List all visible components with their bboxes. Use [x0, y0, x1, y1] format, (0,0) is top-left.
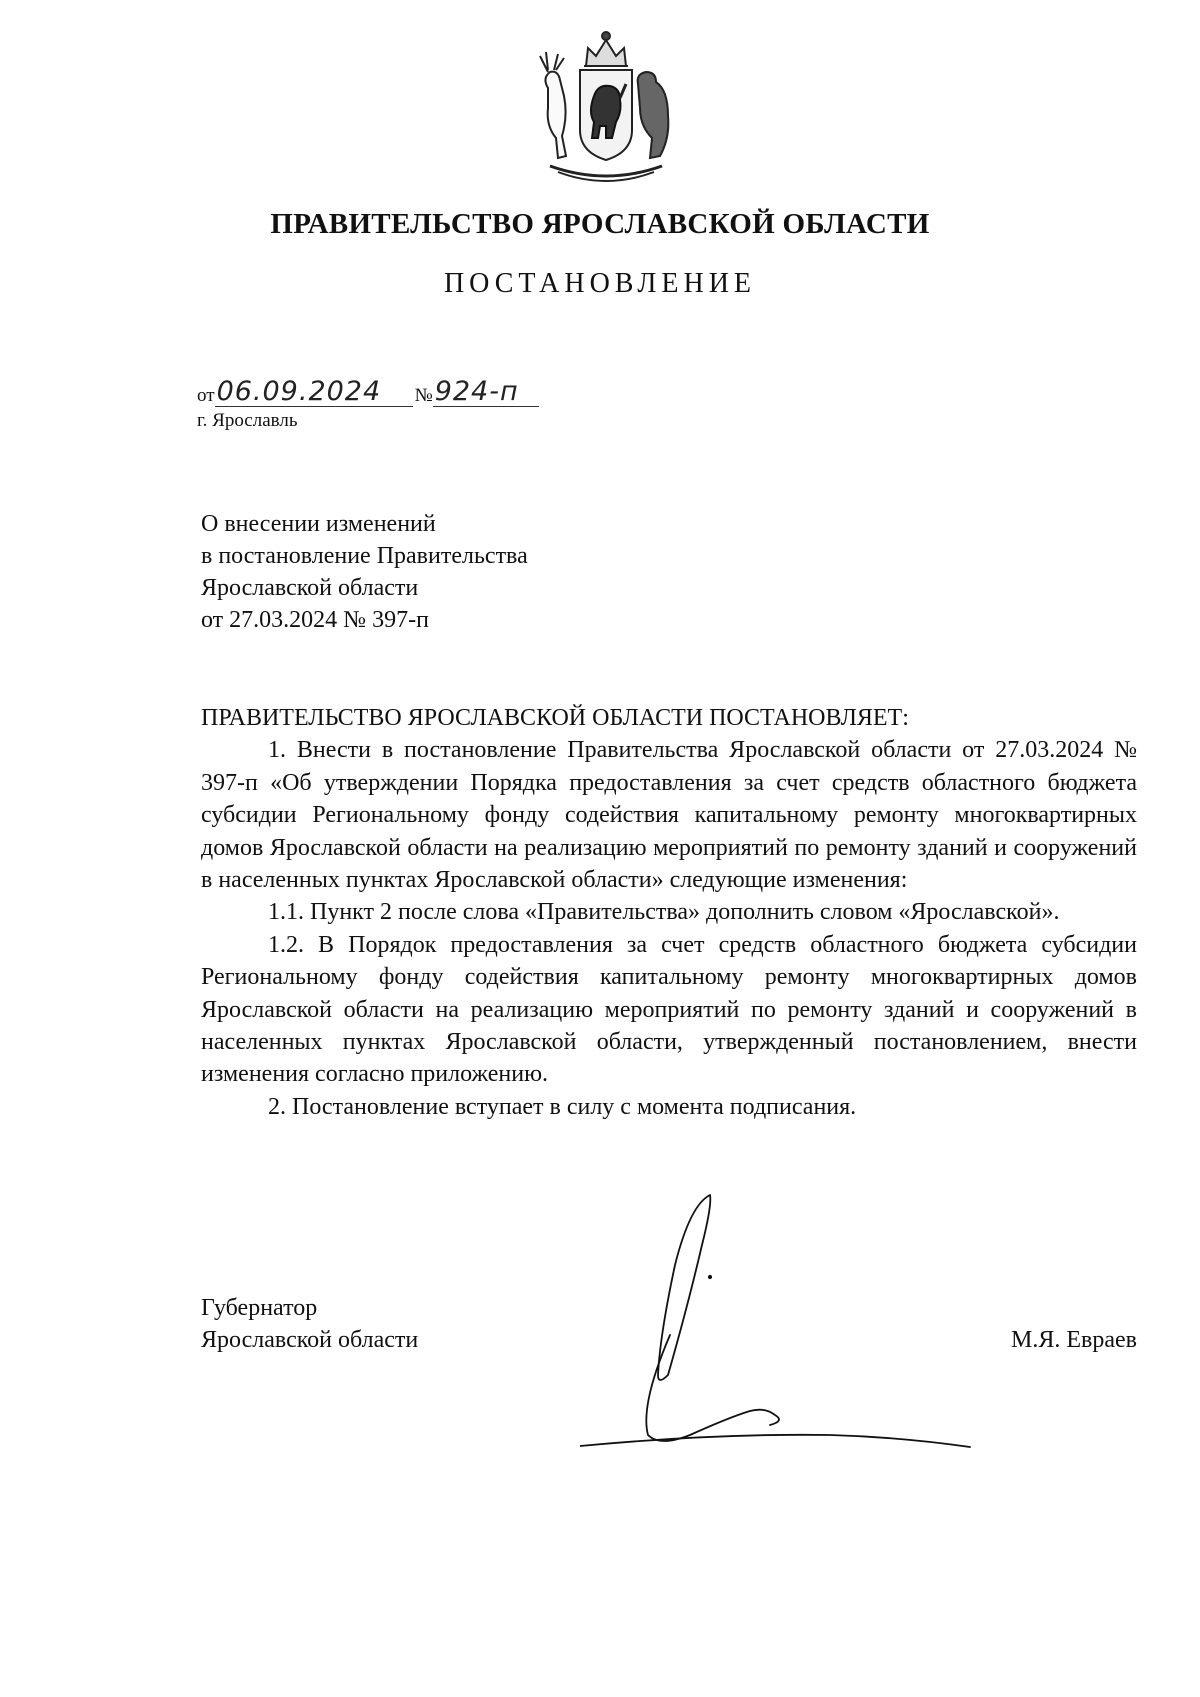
subject-line: Ярославской области	[201, 575, 419, 601]
resolution-paragraph: 1.2. В Порядок предоставления за счет средств областного бюджета субсидии Региональному фонду содействия капитальному ремонту многоквартирных домов Ярославской области на реализацию мероприятий по ремонту зданий и сооружений в населенных пунктах Ярославской области, утвержденный постановлением, внести изменения согласно приложению.	[201, 931, 1137, 1088]
date-value: 06.09.2024	[215, 378, 413, 407]
resolution-body	[201, 702, 1137, 1123]
signatory-position	[201, 1292, 418, 1356]
number-prefix: №	[414, 385, 433, 406]
resolution-paragraph: 1. Внести в постановление Правительства Ярославской области от 27.03.2024 № 397-п «Об утверждении Порядка предоставления за счет средств областного бюджета субсидии Региональному фонду содействия капитальному ремонту многоквартирных домов Ярославской области на реализацию мероприятий по ремонту зданий и сооружений в населенных пунктах Ярославской области» следующие изменения:	[201, 737, 1137, 894]
resolution-paragraph: 2. Постановление вступает в силу с момента подписания.	[268, 1093, 857, 1120]
number-value: 924-п	[433, 378, 539, 407]
subject-block	[201, 508, 528, 636]
registration-line	[197, 378, 539, 410]
subject-line: от 27.03.2024 № 397-п	[201, 607, 429, 633]
document-type: ПОСТАНОВЛЕНИЕ	[443, 268, 757, 299]
resolution-paragraph: 1.1. Пункт 2 после слова «Правительства» дополнить словом «Ярославской».	[268, 899, 1060, 926]
signatory-position-line: Ярославской области	[201, 1327, 419, 1353]
city: г. Ярославль	[197, 410, 298, 431]
resolution-lead: ПРАВИТЕЛЬСТВО ЯРОСЛАВСКОЙ ОБЛАСТИ ПОСТАНОВЛЯЕТ:	[201, 705, 909, 731]
signatory-position-line: Губернатор	[201, 1295, 318, 1321]
subject-line: в постановление Правительства	[201, 543, 528, 569]
signatory-name: М.Я. Евраев	[1011, 1327, 1137, 1353]
handwritten-signature-icon	[580, 1185, 1050, 1465]
government-title: ПРАВИТЕЛЬСТВО ЯРОСЛАВСКОЙ ОБЛАСТИ	[270, 208, 930, 240]
subject-line: О внесении изменений	[201, 511, 436, 537]
date-prefix: от	[197, 385, 215, 406]
coat-of-arms-icon	[528, 26, 684, 186]
